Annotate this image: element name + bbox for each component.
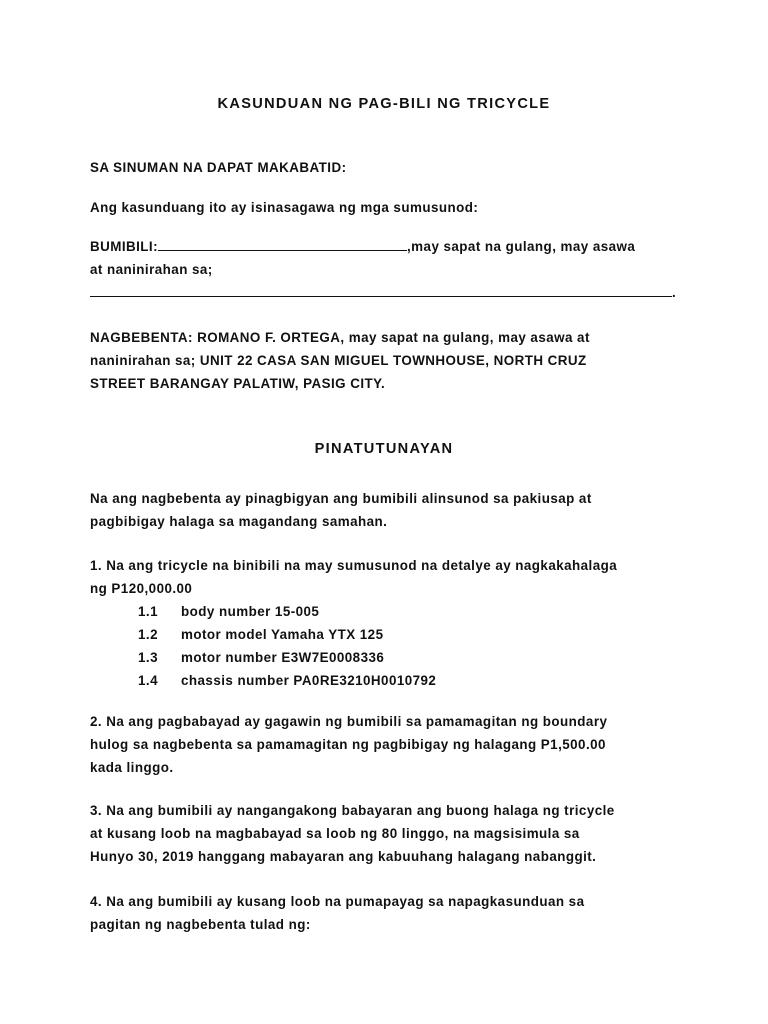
detail-item-number: 1.1 xyxy=(138,604,158,619)
detail-item-text: motor number E3W7E0008336 xyxy=(181,650,385,665)
clause-2-line-1: 2. Na ang pagbabayad ay gagawin ng bumibili sa pamamagitan ng boundary xyxy=(90,714,608,729)
seller-line-1 xyxy=(90,326,590,349)
clause-3-line-2: at kusang loob na magbabayad sa loob ng 80 linggo, na magsisimula sa xyxy=(90,826,580,842)
seller-line-2: naninirahan sa; UNIT 22 CASA SAN MIGUEL TOWNHOUSE, NORTH CRUZ xyxy=(90,353,587,369)
buyer-line-3-suffix: . xyxy=(672,285,677,301)
detail-item xyxy=(138,600,319,623)
buyer-name-blank xyxy=(158,236,407,251)
seller-line-3: STREET BARANGAY PALATIW, PASIG CITY. xyxy=(90,376,386,392)
buyer-line-1 xyxy=(90,235,676,258)
clause-1-line-2: ng P120,000.00 xyxy=(90,581,193,597)
preamble-line-2: pagbibigay halaga sa magandang samahan. xyxy=(90,514,388,530)
clause-4-line-2: pagitan ng nagbebenta tulad ng: xyxy=(90,917,311,933)
buyer-label: BUMIBILI: xyxy=(90,239,159,254)
clause-3-line-1: 3. Na ang bumibili ay nangangakong babayaran ang buong halaga ng tricycle xyxy=(90,803,615,818)
intro-text: Ang kasunduang ito ay isinasagawa ng mga sumusunod: xyxy=(90,200,479,215)
seller-line-1-rest: ROMANO F. ORTEGA, may sapat na gulang, may asawa at xyxy=(192,330,590,345)
document-title: KASUNDUAN NG PAG-BILI NG TRICYCLE xyxy=(217,96,551,112)
buyer-line-1-suffix: ,may sapat na gulang, may asawa xyxy=(407,239,636,254)
seller-label: NAGBEBENTA: xyxy=(90,330,193,345)
detail-item-number: 1.2 xyxy=(138,627,158,642)
clause-4-line-1: 4. Na ang bumibili ay kusang loob na pumapayag sa napagkasunduan sa xyxy=(90,894,585,909)
detail-item-text: chassis number PA0RE3210H0010792 xyxy=(181,673,437,688)
clause-2-line-2: hulog sa nagbebenta sa pamamagitan ng pagbibigay ng halagang P1,500.00 xyxy=(90,737,606,753)
buyer-line-2: at naninirahan sa; xyxy=(90,262,213,278)
clause-2 xyxy=(90,710,607,780)
seller-paragraph xyxy=(90,326,590,396)
buyer-line-3 xyxy=(90,281,676,304)
detail-item-text: body number 15-005 xyxy=(181,604,320,619)
detail-item xyxy=(138,669,436,692)
clause-3-line-3: Hunyo 30, 2019 hanggang mabayaran ang kabuuhang halagang nabanggit. xyxy=(90,849,597,865)
detail-item xyxy=(138,623,383,646)
document-page xyxy=(90,0,690,1024)
detail-item-number: 1.3 xyxy=(138,650,158,665)
clause-2-line-3: kada linggo. xyxy=(90,760,174,776)
detail-item xyxy=(138,646,384,669)
buyer-address-blank xyxy=(90,282,672,297)
section-title: PINATUTUNAYAN xyxy=(314,441,454,457)
clause-1-line-1: 1. Na ang tricycle na binibili na may sumusunod na detalye ay nagkakahalaga xyxy=(90,558,618,573)
clause-3 xyxy=(90,799,615,869)
clause-1 xyxy=(90,554,617,600)
clause-4 xyxy=(90,890,584,936)
preamble-paragraph xyxy=(90,487,592,533)
detail-item-number: 1.4 xyxy=(138,673,158,688)
buyer-paragraph xyxy=(90,235,676,305)
detail-item-text: motor model Yamaha YTX 125 xyxy=(181,627,384,642)
salutation: SA SINUMAN NA DAPAT MAKABATID: xyxy=(90,160,347,175)
preamble-line-1: Na ang nagbebenta ay pinagbigyan ang bumibili alinsunod sa pakiusap at xyxy=(90,491,592,506)
